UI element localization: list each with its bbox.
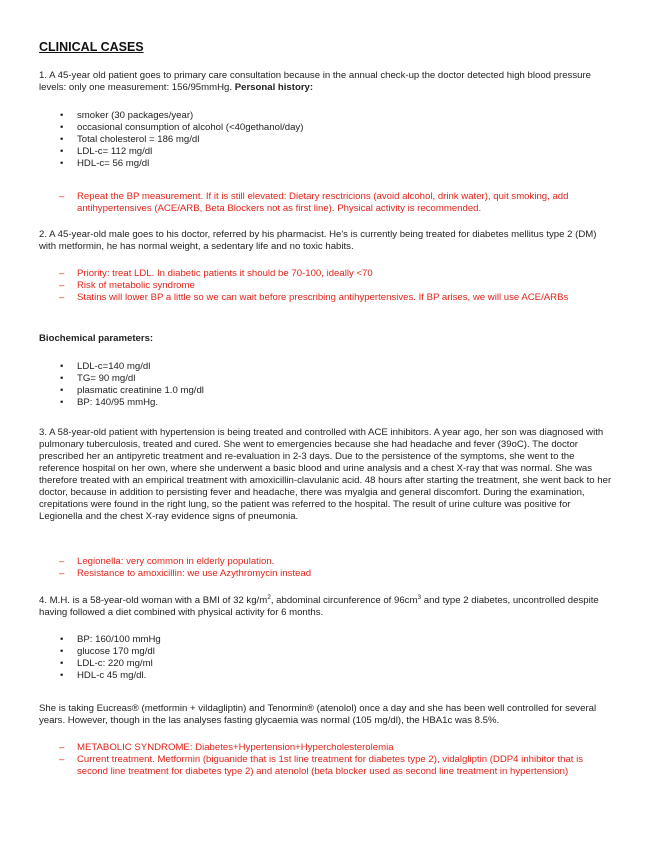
case1-intro — [39, 70, 614, 94]
answer-item: – Risk of metabolic syndrome — [39, 280, 614, 292]
list-item: • occasional consumption of alcohol (<40gethanol/day) — [39, 122, 614, 134]
superscript-2: 2 — [267, 593, 271, 601]
case2-intro: 2. A 45-year-old male goes to his doctor, referred by his pharmacist. He's is currently being treated for diabetes mellitus type 2 (DM) with metformin, he has normal weight, a sedentary life and no toxic habits. — [39, 229, 597, 252]
answer-item: – Legionella: very common in elderly population. — [39, 556, 614, 568]
case4-intro — [39, 595, 614, 619]
case4-intro-c: and type 2 diabetes, uncontrolled despite having followed a diet combined with physical activity for 6 months. — [39, 595, 599, 618]
case2-answer-list — [39, 268, 614, 304]
case4-treatment: She is taking Eucreas® (metformin + vildagliptin) and Tenormin® (atenolol) once a day and she has been well controlled for several years. However, though in the las analyses fasting glycaemia was normal (105 mg/dl), the HBA1c was 8.5%. — [39, 703, 597, 726]
case1-history-label: Personal history: — [234, 82, 314, 93]
answer-item: – Priority: treat LDL. In diabetic patients it should be 70-100, ideally <70 — [39, 268, 614, 280]
list-item: • smoker (30 packages/year) — [39, 110, 614, 122]
page-title: CLINICAL CASES — [39, 40, 144, 54]
biochemical-heading: Biochemical parameters: — [39, 333, 154, 344]
list-item: • LDL-c= 112 mg/dl — [39, 146, 614, 158]
case3-intro: 3. A 58-year-old patient with hypertension is being treated and controlled with ACE inhibitors. A year ago, her son was diagnosed with pulmonary tuberculosis, treated and cured. She went to emergencies because she had headache and fever (39oC). The doctor prescribed her an antipyretic treatment and re-evaluation in 2-3 days. Due to the persistence of the symptoms, she went to the reference hospital on her own, where she underwent a basic blood and urine analysis and a chest X-ray that was normal. She was therefore treated with an empirical treatment with amoxicillin-clavulanic acid. 48 hours after starting the treatment, she went back to her doctor, because in addition to persisting fever and headache, there was myalgia and general discomfort. During the examination, crepitations were found in the right lung, so the patient was referred to the hospital. The result of urine culture was positive for Legionella and the chest X-ray evidence signs of pneumonia. — [39, 427, 612, 522]
case4-params-list — [39, 634, 614, 682]
list-item: • LDL-c: 220 mg/ml — [39, 658, 614, 670]
case1-intro-text: 1. A 45-year old patient goes to primary care consultation because in the annual check-up the doctor detected high blood pressure levels: only one measurement: 156/95mmHg. — [39, 70, 591, 93]
case4-intro-b: , abdominal circunference of 96cm — [270, 595, 418, 606]
case4-intro-a: 4. M.H. is a 58-year-old woman with a BMI of 32 kg/m — [39, 595, 268, 606]
answer-item: – Statins will lower BP a little so we can wait before prescribing antihypertensives. If BP arises, we will use ACE/ARBs — [39, 292, 614, 304]
list-item: • HDL-c= 56 mg/dl — [39, 158, 614, 170]
case1-answer-list — [39, 191, 614, 215]
list-item: • Total cholesterol = 186 mg/dl — [39, 134, 614, 146]
superscript-3: 3 — [417, 593, 422, 601]
list-item: • BP: 140/95 mmHg. — [39, 397, 614, 409]
answer-item: – Current treatment. Metformin (biguanide that is 1st line treatment for diabetes type 2), vidalgliptin (DDP4 inhibitor that is second line treatment for diabetes type 2) and atenolol (beta blocker used as second line treatment in hypertension) — [39, 754, 614, 778]
list-item: • plasmatic creatinine 1.0 mg/dl — [39, 385, 614, 397]
list-item: • HDL-c 45 mg/dl. — [39, 670, 614, 682]
answer-item: – Resistance to amoxicillin: we use Azythromycin instead — [39, 568, 614, 580]
list-item: • LDL-c=140 mg/dl — [39, 361, 614, 373]
list-item: • BP: 160/100 mmHg — [39, 634, 614, 646]
list-item: • TG= 90 mg/dl — [39, 373, 614, 385]
case4-answer-list — [39, 742, 614, 778]
biochemical-list — [39, 361, 614, 409]
case3-answer-list — [39, 556, 614, 580]
list-item: • glucose 170 mg/dl — [39, 646, 614, 658]
answer-item: – METABOLIC SYNDROME: Diabetes+Hypertension+Hypercholesterolemia — [39, 742, 614, 754]
answer-item: – Repeat the BP measurement. If it is still elevated: Dietary resctricions (avoid alcohol, drink water), quit smoking, add antihypertensives (ACE/ARB, Beta Blockers not as first line). Physical activity is recommended. — [39, 191, 614, 215]
case1-history-list — [39, 110, 614, 170]
